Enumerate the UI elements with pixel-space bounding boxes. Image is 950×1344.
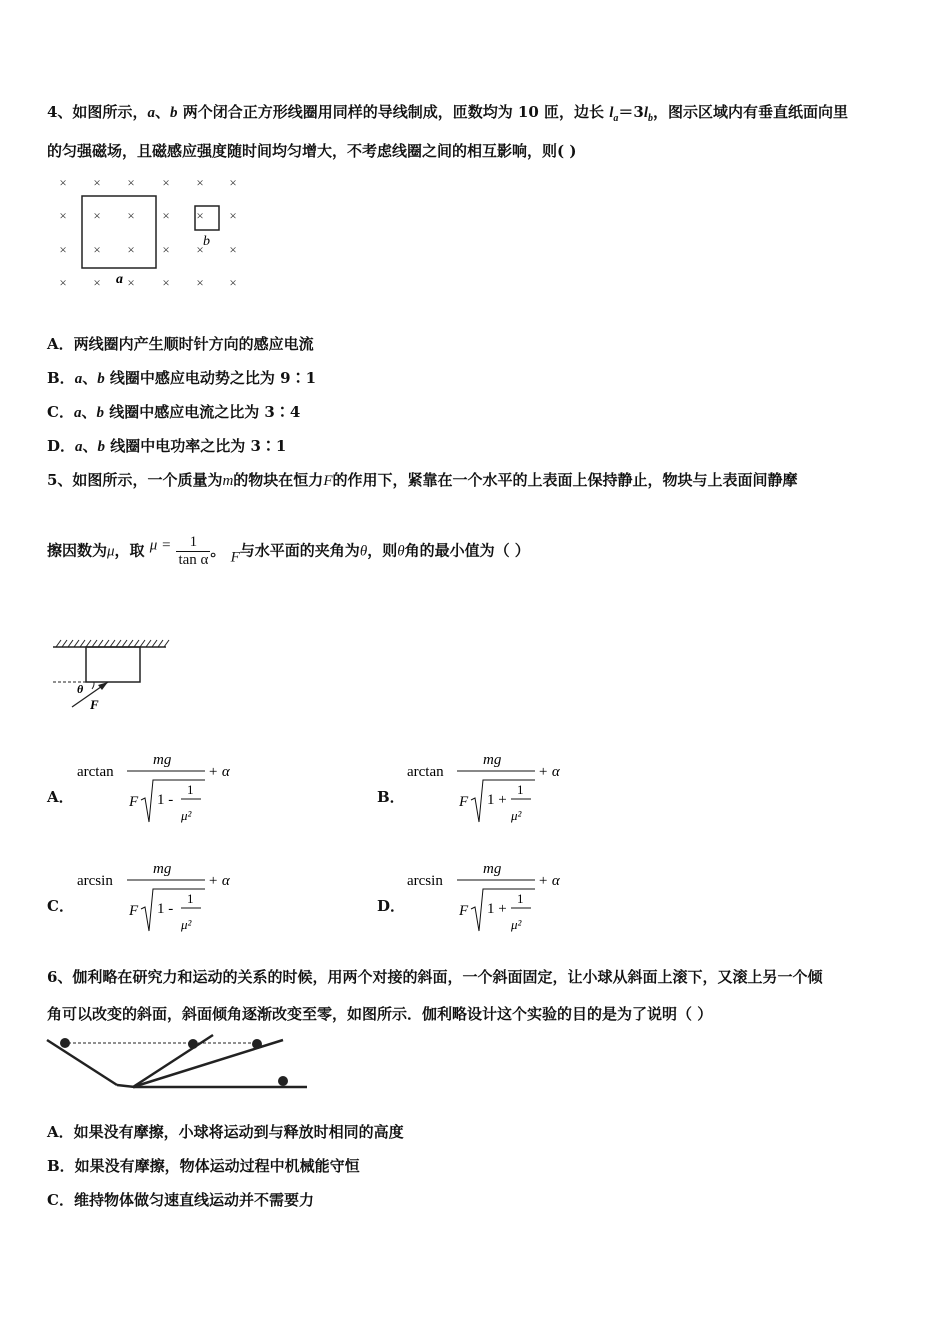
- fn-name: arcsin: [407, 873, 443, 889]
- fig-label-b: b: [203, 234, 210, 249]
- field-cross-mark: ×: [196, 208, 204, 223]
- q5-var-m: m: [222, 473, 234, 489]
- field-cross-mark: ×: [59, 242, 67, 257]
- q5-opt-formula: [77, 752, 277, 832]
- q5-text-h: 角的最小值为（ ）: [404, 541, 530, 560]
- field-cross-mark: ×: [196, 242, 204, 257]
- fn-name: arcsin: [77, 873, 113, 889]
- ball-4: [278, 1076, 288, 1086]
- field-cross-mark: ×: [162, 208, 170, 223]
- inner-mu2: μ²: [511, 808, 522, 823]
- q5-opt-label: D．: [377, 897, 406, 915]
- inner-one: 1: [517, 782, 524, 797]
- field-cross-mark: ×: [127, 175, 135, 190]
- q5-var-theta: θ: [359, 543, 368, 560]
- field-cross-mark: ×: [229, 275, 237, 290]
- fn-name: arctan: [77, 764, 114, 780]
- num-mg: mg: [153, 861, 172, 877]
- q4-text-c: ，图示区域内有垂直纸面向里: [653, 103, 849, 121]
- field-cross-mark: ×: [196, 175, 204, 190]
- field-cross-mark: ×: [93, 175, 101, 190]
- q4-var-la: l: [609, 105, 614, 121]
- num-mg: mg: [153, 752, 172, 768]
- q4-sub-a: a: [613, 113, 619, 124]
- q5-var-mu: μ: [107, 543, 115, 560]
- den-sign: 1 +: [487, 792, 507, 808]
- q5-dot: 。: [210, 541, 226, 560]
- den-sign: 1 +: [487, 901, 507, 917]
- den-f: F: [129, 903, 139, 919]
- field-cross-mark: ×: [59, 208, 67, 223]
- q4-optb-a: a: [74, 371, 83, 387]
- den-sign: 1 -: [157, 792, 174, 808]
- inner-mu2: μ²: [181, 917, 192, 932]
- q5-opt-label: B．: [377, 788, 405, 806]
- q5-opt-formula: [407, 752, 607, 832]
- q4-optd-label: D．: [47, 437, 76, 455]
- inner-one: 1: [517, 891, 524, 906]
- fn-name: arctan: [407, 764, 444, 780]
- q4-text-a: 4、如图所示，: [47, 103, 148, 121]
- q5-mu-eq: μ =: [149, 537, 172, 554]
- q4-option-b: [47, 367, 316, 388]
- q4-optb-sep: 、: [82, 369, 98, 387]
- q4-stem-line2: 的匀强磁场，且磁感应强度随时间均匀增大，不考虑线圈之间的相互影响，则( ): [47, 142, 577, 160]
- block: [86, 647, 140, 682]
- q5-figure-block: [48, 635, 173, 715]
- q5-var-theta2: θ: [397, 543, 405, 560]
- q5-stem-line1: [47, 469, 798, 490]
- field-cross-mark: ×: [127, 242, 135, 257]
- field-cross-mark: ×: [93, 275, 101, 290]
- field-cross-mark: ×: [59, 175, 67, 190]
- q6-stem-line2: 角可以改变的斜面，斜面倾角逐渐改变至零，如图所示．伽利略设计这个实验的目的是为了说明（ ）: [47, 1005, 713, 1023]
- fig-theta: θ: [77, 682, 84, 696]
- num-mg: mg: [483, 861, 502, 877]
- fig-label-a: a: [116, 272, 123, 287]
- q4-optb-text: 线圈中感应电动势之比为 9∶1: [104, 369, 317, 387]
- q4-optc-text: 线圈中感应电流之比为 3∶4: [103, 403, 301, 421]
- q5-text-f: 与水平面的夹角为: [239, 541, 360, 560]
- inner-one: 1: [187, 891, 194, 906]
- q6-figure-inclines: [45, 1033, 310, 1093]
- field-cross-mark: ×: [229, 175, 237, 190]
- q4-optd-text: 线圈中电功率之比为 3∶1: [105, 437, 287, 455]
- fig-f: F: [90, 697, 99, 712]
- field-cross-mark: ×: [229, 208, 237, 223]
- q4-sep: 、: [154, 103, 170, 121]
- q4-optd-b: b: [97, 439, 106, 455]
- field-cross-mark: ×: [162, 275, 170, 290]
- field-cross-mark: ×: [59, 275, 67, 290]
- q6-option-a: A．如果没有摩擦，小球将运动到与释放时相同的高度: [47, 1123, 404, 1141]
- q4-var-b: b: [169, 105, 178, 121]
- q5-opt-label: A．: [47, 788, 74, 806]
- q5-var-f: F: [323, 473, 333, 489]
- q6-stem-line1: 6、伽利略在研究力和运动的关系的时候，用两个对接的斜面，一个斜面固定，让小球从斜面上滚下，又滚上另一个倾: [47, 968, 823, 986]
- q4-option-d: [47, 435, 286, 456]
- plus-alpha: + α: [208, 764, 230, 780]
- plus-alpha: + α: [538, 873, 560, 889]
- q4-optb-b: b: [97, 371, 105, 387]
- q5-text-c: 的作用下，紧靠在一个水平的上表面上保持静止，物块与上表面间静摩: [332, 471, 798, 489]
- q4-optc-a: a: [73, 405, 82, 421]
- q6-option-c: C．维持物体做匀速直线运动并不需要力: [47, 1191, 314, 1209]
- q5-opt-label: C．: [47, 897, 74, 915]
- q4-var-a: a: [147, 105, 155, 121]
- q4-optd-a: a: [75, 439, 83, 455]
- q5-text-d: 擦因数为: [47, 541, 108, 560]
- q4-option-a: A．两线圈内产生顺时针方向的感应电流: [47, 335, 314, 353]
- q5-var-f2: F: [230, 549, 240, 566]
- ball-3: [252, 1039, 262, 1049]
- q4-stem-line1: [47, 101, 848, 124]
- field-cross-mark: ×: [196, 275, 204, 290]
- q5-option-d: [377, 861, 637, 941]
- q5-option-c: [47, 861, 307, 941]
- q4-optb-label: B．: [47, 369, 75, 387]
- q4-option-c: [47, 401, 300, 422]
- q4-optc-b: b: [96, 405, 104, 421]
- q5-option-a: [47, 752, 307, 832]
- ball-2: [188, 1039, 198, 1049]
- q4-var-lb: l: [643, 105, 649, 121]
- q5-opt-formula: [77, 861, 277, 941]
- q4-figure-magnetic-field: [50, 170, 250, 295]
- q4-optc-label: C．: [47, 403, 74, 421]
- inner-mu2: μ²: [181, 808, 192, 823]
- q5-text-g: ，则: [367, 541, 398, 560]
- q4-optd-sep: 、: [82, 437, 98, 455]
- q5-text-e: ，取: [114, 541, 145, 560]
- q5-text-a: 5、如图所示，一个质量为: [47, 471, 223, 489]
- q5-stem-line2: [47, 534, 530, 569]
- field-cross-mark: ×: [162, 242, 170, 257]
- q5-opt-formula: [407, 861, 607, 941]
- q5-mu-fraction: [176, 534, 210, 569]
- inner-one: 1: [187, 782, 194, 797]
- q5-frac-den: tan α: [178, 552, 209, 568]
- coil-a: [82, 196, 156, 268]
- q5-frac-num: 1: [176, 534, 210, 552]
- q4-optc-sep: 、: [81, 403, 97, 421]
- field-cross-mark: ×: [127, 208, 135, 223]
- plus-alpha: + α: [538, 764, 560, 780]
- field-cross-mark: ×: [93, 208, 101, 223]
- field-cross-mark: ×: [93, 242, 101, 257]
- q4-sub-b: b: [648, 113, 654, 124]
- field-cross-mark: ×: [162, 175, 170, 190]
- field-cross-mark: ×: [229, 242, 237, 257]
- q6-option-b: B．如果没有摩擦，物体运动过程中机械能守恒: [47, 1157, 360, 1175]
- q4-eq: ＝3: [618, 103, 644, 121]
- den-f: F: [459, 794, 469, 810]
- q5-text-b: 的物块在恒力: [233, 471, 324, 489]
- fixed-incline: [47, 1040, 117, 1085]
- inner-mu2: μ²: [511, 917, 522, 932]
- den-sign: 1 -: [157, 901, 174, 917]
- ball-1: [60, 1038, 70, 1048]
- q5-option-b: [377, 752, 637, 832]
- num-mg: mg: [483, 752, 502, 768]
- den-f: F: [459, 903, 469, 919]
- den-f: F: [129, 794, 139, 810]
- plus-alpha: + α: [208, 873, 230, 889]
- q4-text-b: 两个闭合正方形线圈用同样的导线制成，匝数均为 10 匝，边长: [177, 103, 610, 121]
- field-cross-mark: ×: [127, 275, 135, 290]
